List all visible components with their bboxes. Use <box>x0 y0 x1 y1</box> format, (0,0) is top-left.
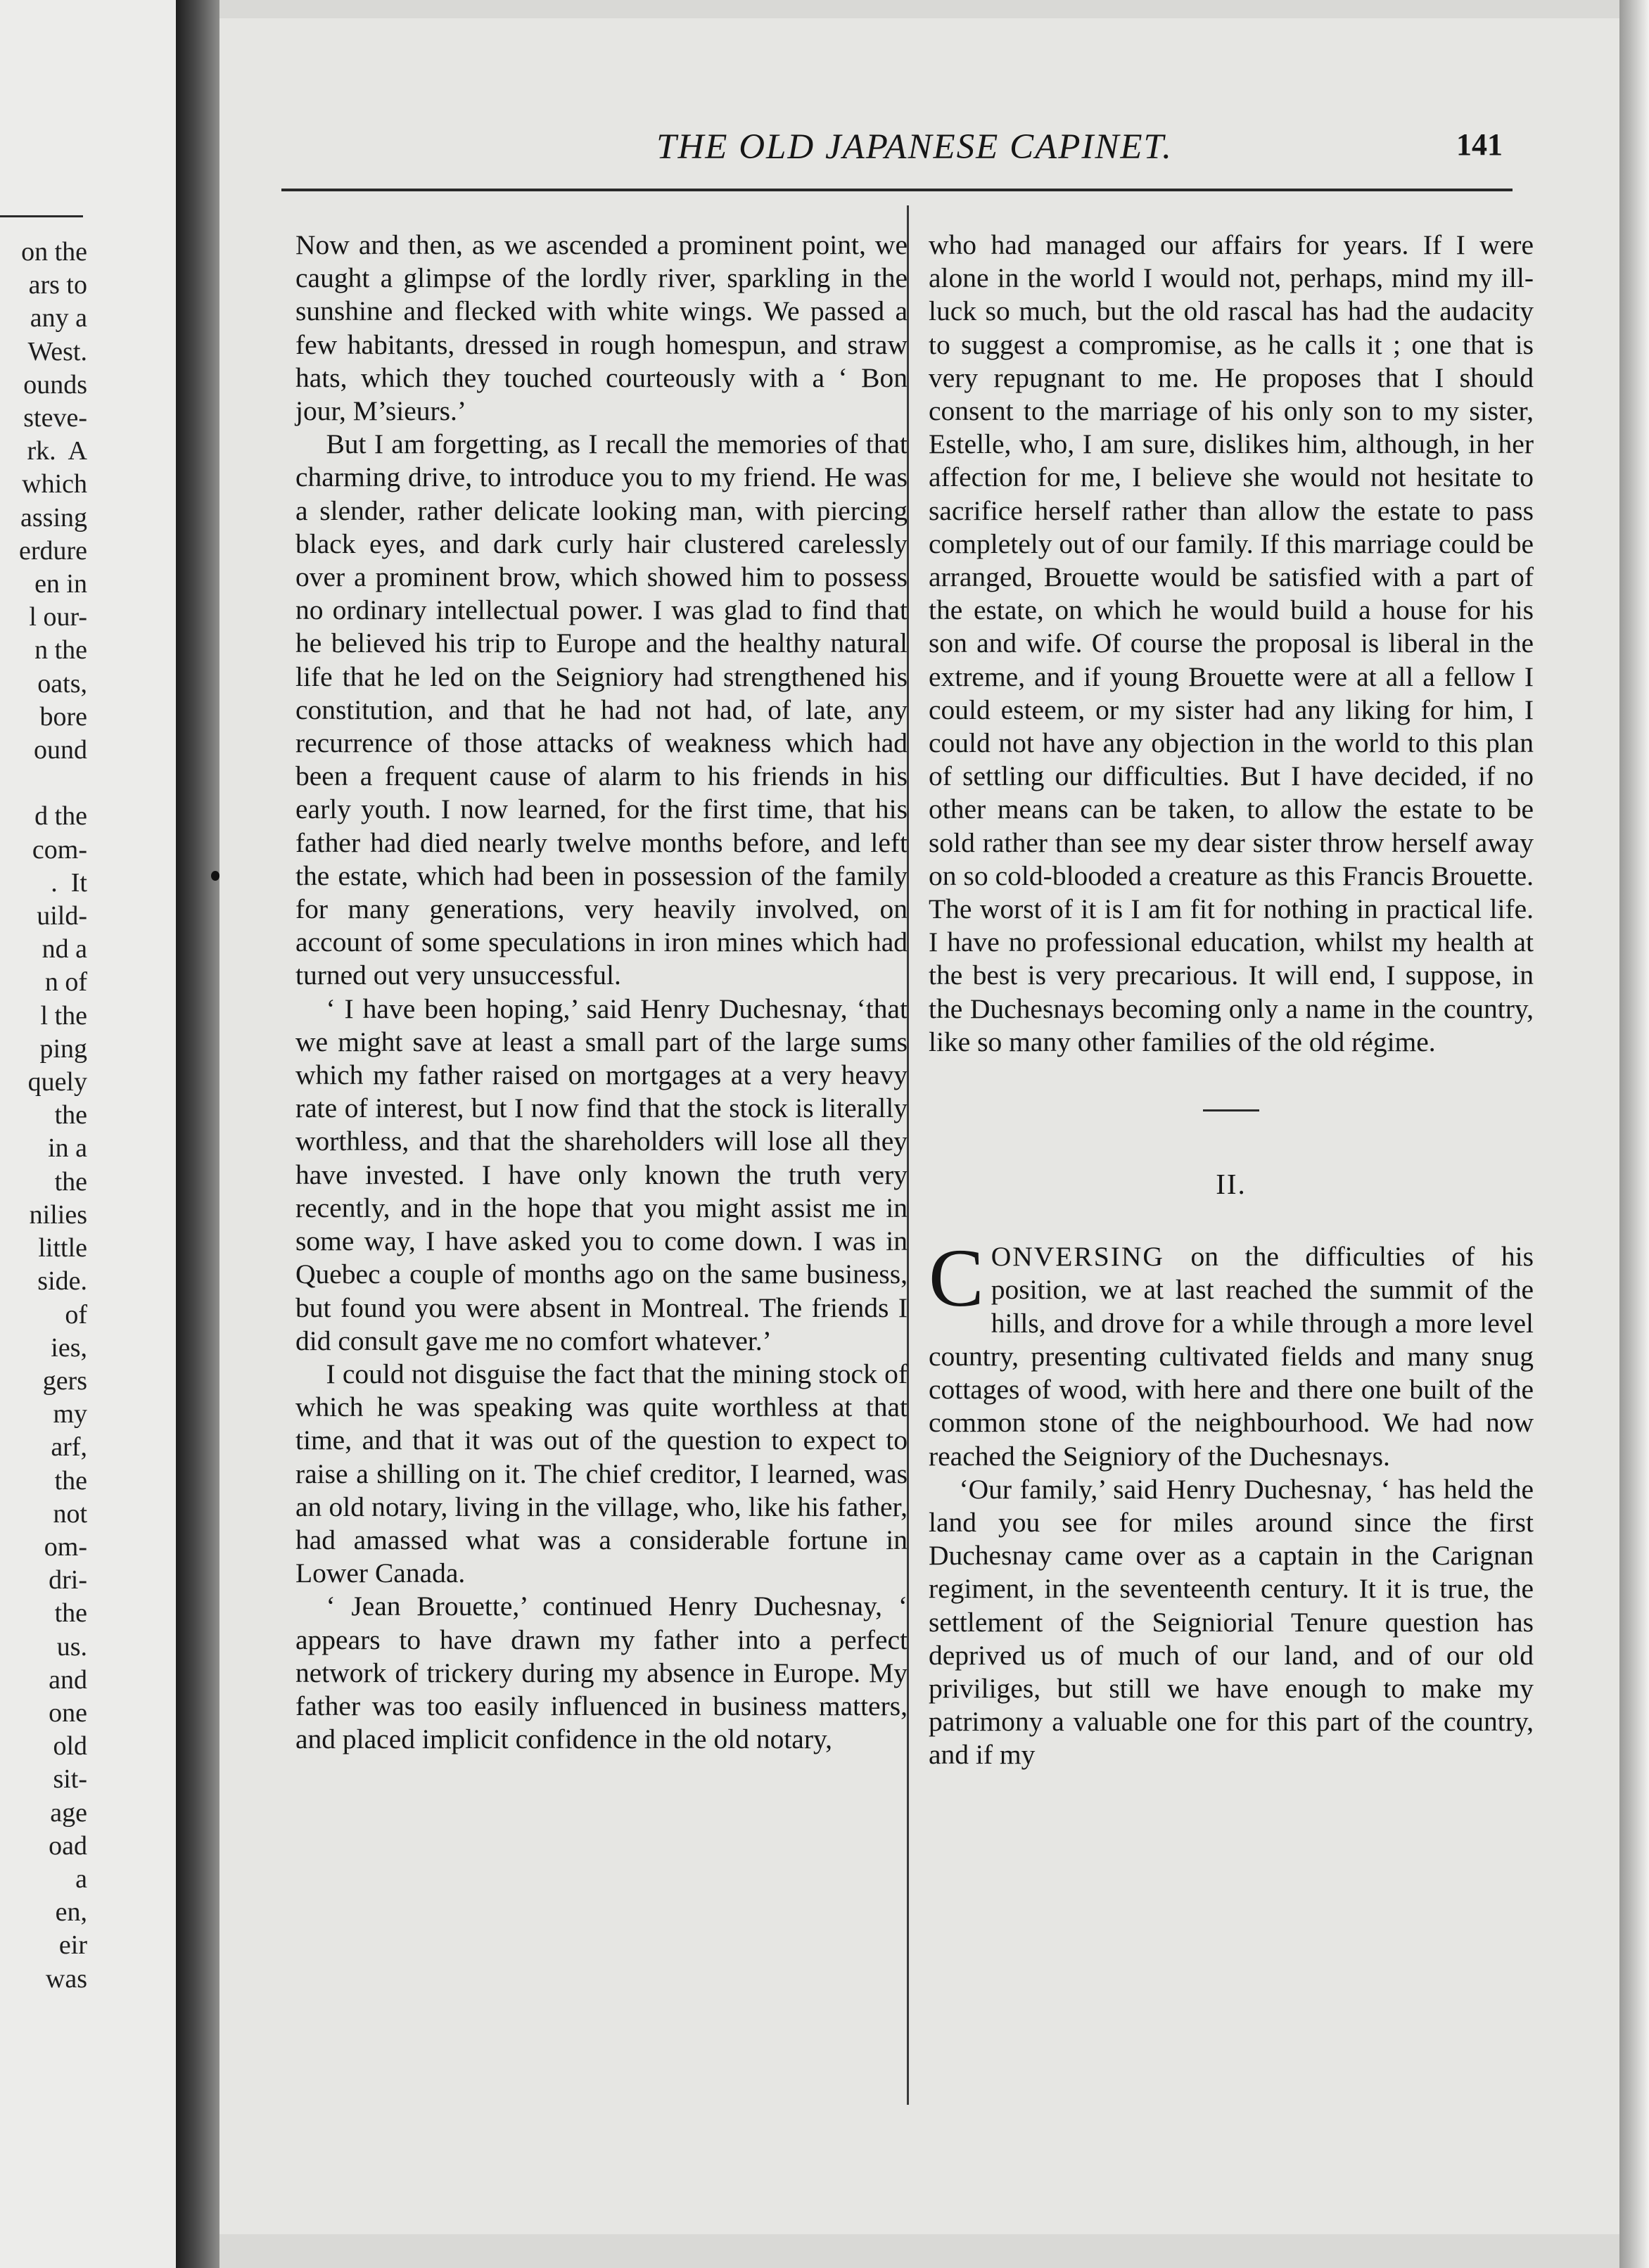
paragraph: ‘Our family,’ said Henry Duchesnay, ‘ has held the land you see for miles around since the first Duchesnay came over as a captain in the Carignan regiment, in the seventeenth century. It it is true, the settlement of the Seigniorial Tenure question has deprived us of much of our land, and of our old priviliges, but still we have enough to make my patrimony a valuable one for this part of the country, and if my <box>929 1473 1534 1771</box>
paragraph: I could not disguise the fact that the mining stock of which he was speaking was quite worthless at that time, and that it was out of the question to expect to raise a shilling on it. The chief creditor, I learned, was an old notary, living in the village, who, like his father, had amassed what was a considerable fortune in Lower Canada. <box>295 1358 908 1589</box>
paragraph: But I am forgetting, as I recall the memories of that charming drive, to introduce you to my friend. He was a slender, rather delicate looking man, with piercing black eyes, and dark curly hair clustered carelessly over a prominent brow, which showed him to possess no ordinary intellectual power. I was glad to find that he believed his trip to Europe and the healthy natural life that he led on the Seigniory had strengthened his constitution, and that he had not had, of late, any recurrence of those attacks of weakness which had been a frequent cause of alarm to his friends in his early youth. I now learned, for the first time, that his father had died nearly twelve months before, and left the estate, which had been in possession of the family for many generations, very heavily involved, on account of some speculations in iron mines which had turned out very unsuccessful. <box>295 428 908 991</box>
section-heading: II. <box>1216 1168 1247 1201</box>
paragraph: Now and then, as we ascended a prominent point, we caught a glimpse of the lordly river, sparkling in the sunshine and flecked with white wings. We passed a few habitants, dressed in rough homespun, and straw hats, which they touched courteously with a ‘ Bon jour, M’sieurs.’ <box>295 229 908 427</box>
paragraph: ‘ I have been hoping,’ said Henry Duchesnay, ‘that we might save at least a small part of the large sums which my father raised on mortgages at a very heavy rate of interest, but I now find that the stock is literally worthless, and that the shareholders will lose all they have invested. I have only known the truth very recently, and in the hope that you might assist me in some way, I have asked you to come down. I was in Quebec a couple of months ago on the same business, but found you were absent in Montreal. The friends I did consult gave me no comfort whatever.’ <box>295 993 908 1356</box>
paragraph-text: on the difficulties of his position, we at last reached the summit of the hills, and drove for a while through a more level country, presenting cultivated fields and many snug cottages of wood, with here and there one built of the common stone of the neighbourhood. We had now reached the Seigniory of the Duchesnays. <box>929 1241 1534 1472</box>
facing-page-strip <box>0 0 176 2268</box>
left-column <box>295 229 908 1756</box>
paragraph: who had managed our affairs for years. If I were alone in the world I would not, perhaps, mind my ill-luck so much, but the old rascal has had the audacity to suggest a compromise, as he calls it ; one that is very repugnant to me. He proposes that I should consent to the marriage of his only son to my sister, Estelle, who, I am sure, dislikes him, although, in her affection for me, I believe she would not hesitate to sacrifice herself rather than allow the estate to pass completely out of our family. If this marriage could be arranged, Brouette would be satisfied with a part of the estate, on which he would build a house for his son and wife. Of course the proposal is liberal in the extreme, and if young Brouette were at all a fellow I could esteem, or my sister had any liking for him, I could not have any objection in the world to this plan of settling our difficulties. But I have decided, if no other means can be taken, to allow the estate to be sold rather than see my dear sister throw herself away on so cold-blooded a creature as this Francis Brouette. The worst of it is I am fit for nothing in practical life. I have no professional education, whilst my health at the best is very precarious. It will end, I suppose, in the Duchesnays becoming only a name in the country, like so many other families of the old régime. <box>929 229 1534 1057</box>
running-header-title: THE OLD JAPANESE CAPINET. <box>656 127 1173 167</box>
section-rule <box>1203 1109 1259 1111</box>
right-column <box>929 229 1534 1772</box>
header-rule <box>281 189 1513 191</box>
drop-cap: C <box>929 1232 984 1325</box>
facing-page-rule <box>0 215 83 217</box>
section-opening-paragraph <box>929 1232 1534 1472</box>
facing-page-text-fragments: on the ars to any a West. ounds steve- rk. A which assing erdure en in l our- n the oats, bore ound d the com- . It uild- nd a n of l the ping quely the in a the nilies little side. of ies, gers my arf, the not om- dri- the us. and one old sit- age oad a en, eir was <box>18 237 87 1994</box>
lead-word: ONVERSING <box>991 1241 1164 1273</box>
ink-speck <box>211 871 219 881</box>
page-right-edge <box>1619 0 1649 2268</box>
book-gutter-shadow <box>176 0 219 2268</box>
paragraph: ‘ Jean Brouette,’ continued Henry Duchesnay, ‘ appears to have drawn my father into a perfect network of trickery during my absence in Europe. My father was too easily influenced in business matters, and placed implicit confidence in the old notary, <box>295 1591 908 1755</box>
page-number: 141 <box>1456 127 1503 162</box>
